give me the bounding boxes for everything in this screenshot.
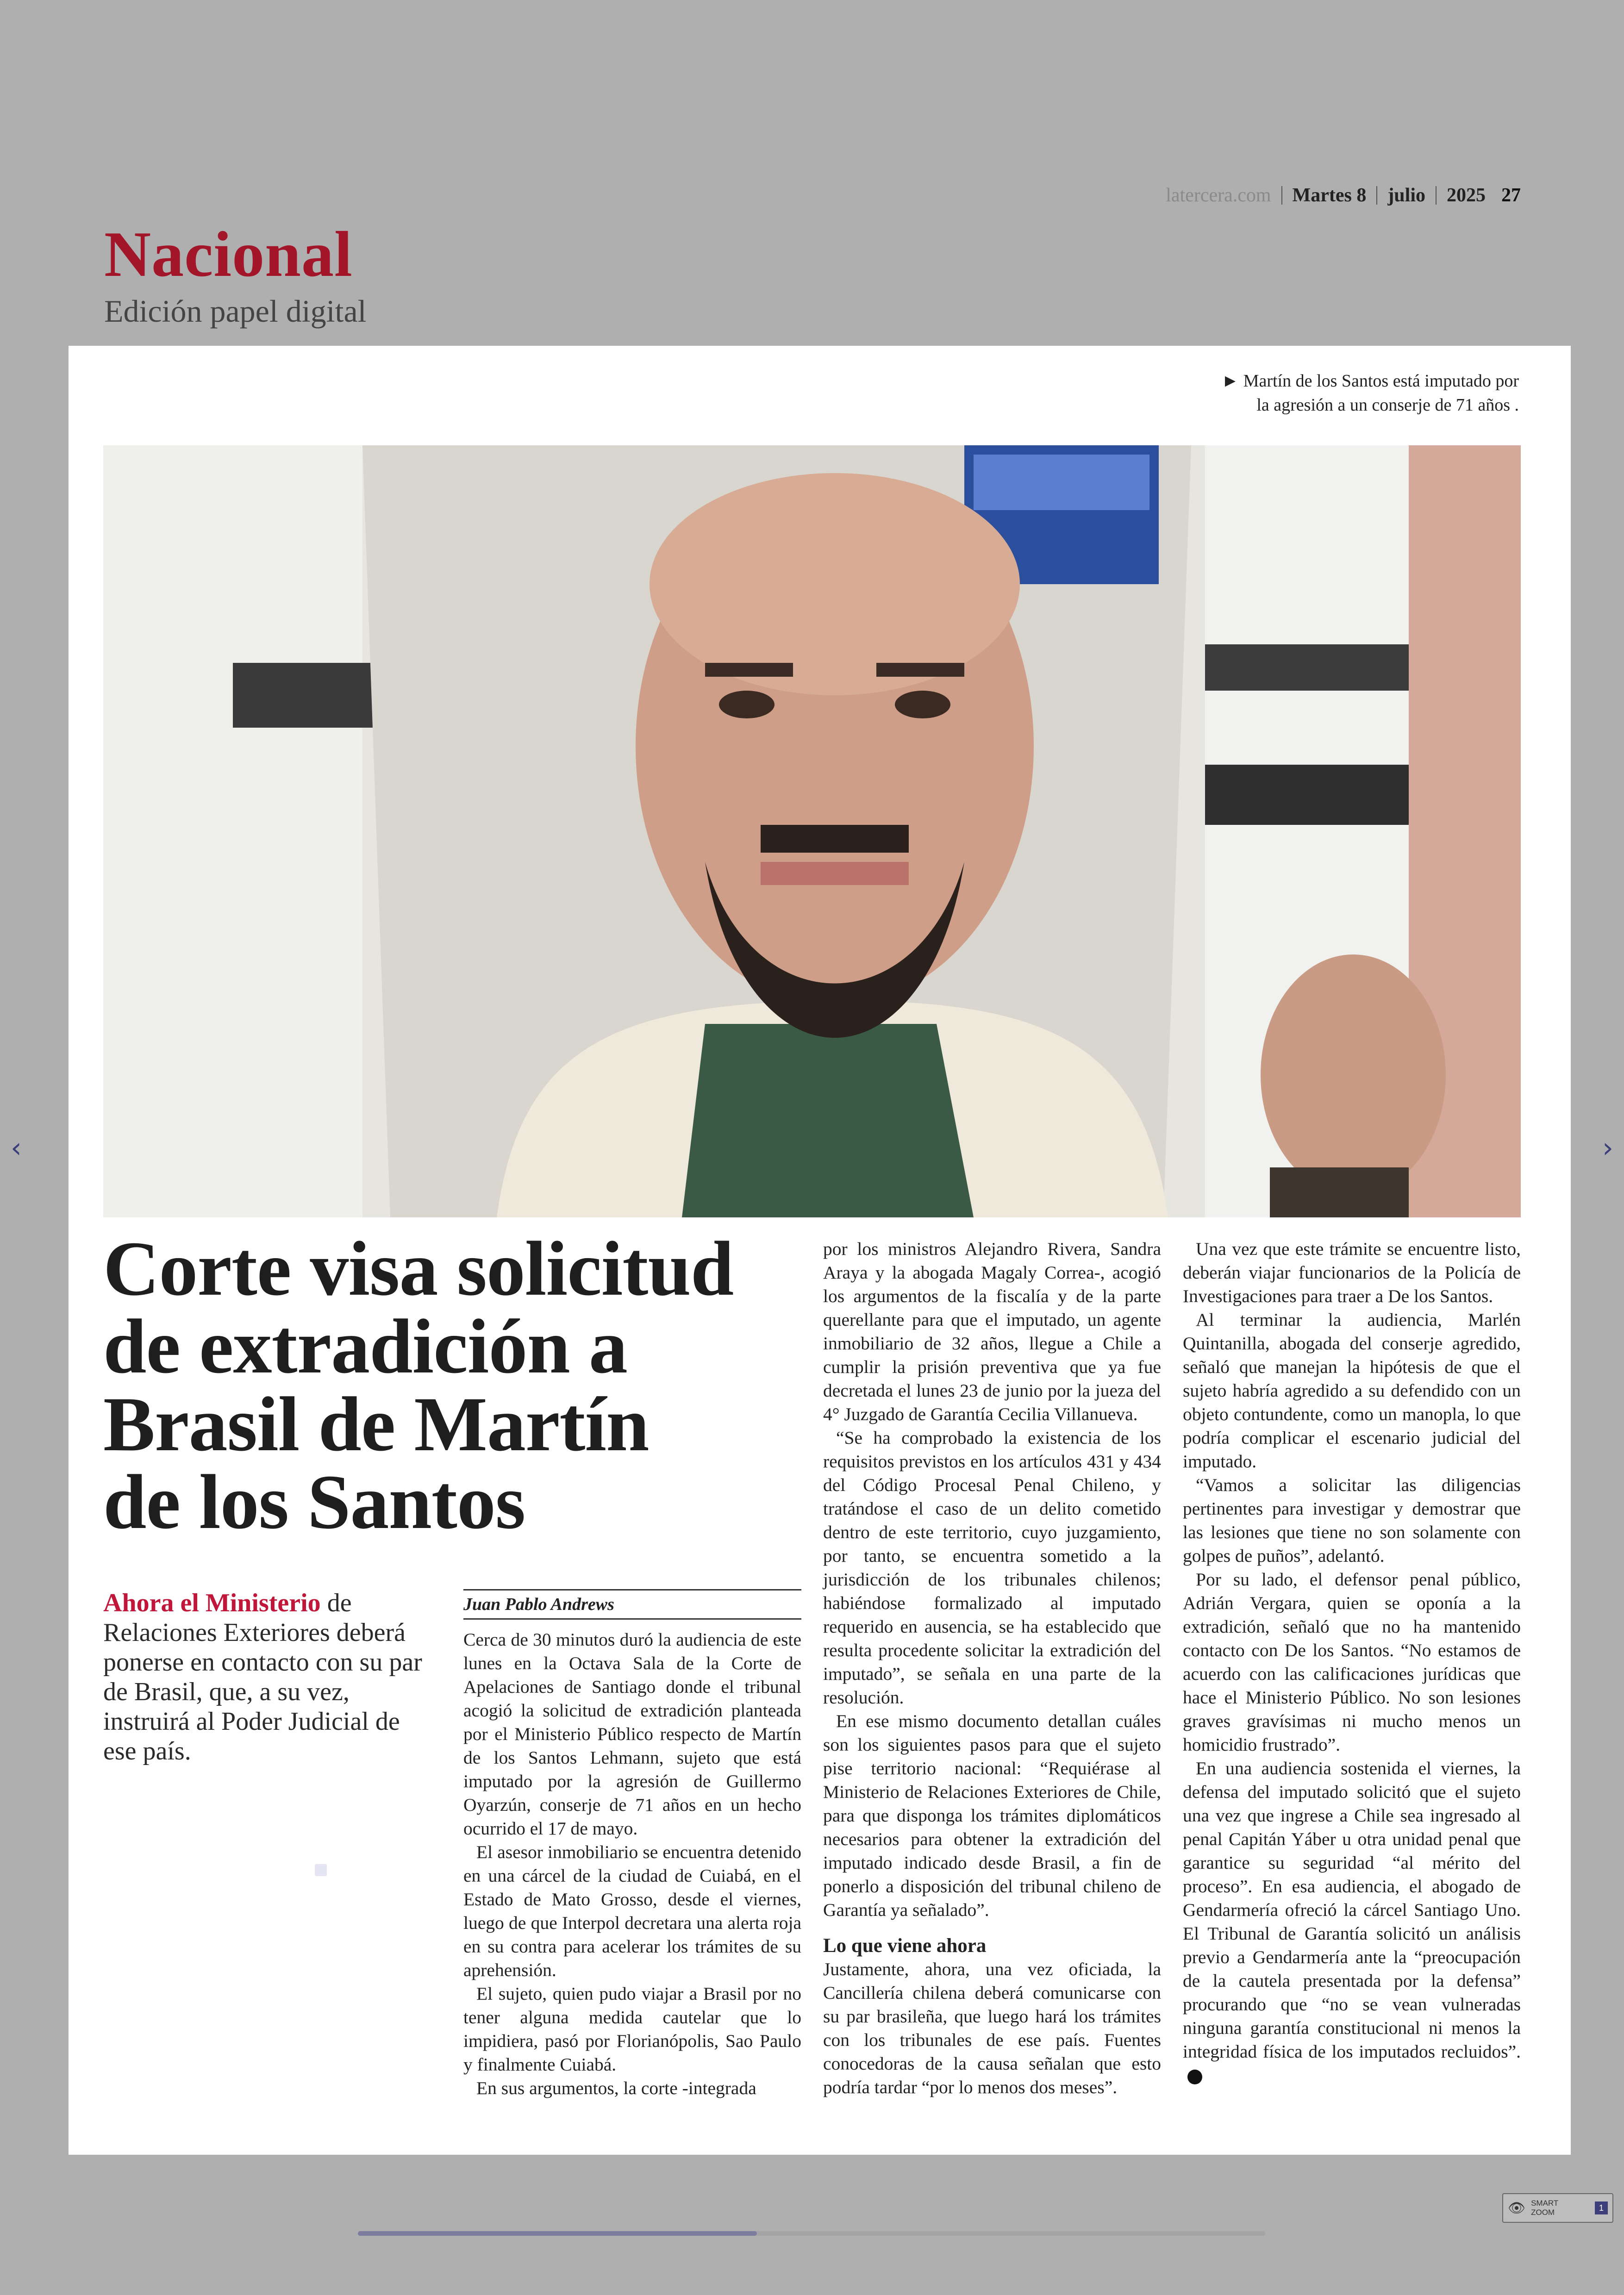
paragraph-text: En una audiencia sostenida el viernes, la defensa del imputado solicitó que el sujeto una vez que ingrese a Chile sea ingresado al penal Capitán Yáber u otra unidad penal que garantice su seguridad “al mérito del proceso”. En esa audiencia, el abogado de Gendarmería ofreció la cárcel Santiago Uno. El Tribunal de Garantía solicitó un análisis previo a Gendarmería ante la “preocupación de la cautela presentada por la defensa” procurando que “no se vean vulneradas ninguna garantía constitucional ni menos la integridad física de los imputados recluidos”. bbox=[1183, 1758, 1521, 2062]
paragraph: Cerca de 30 minutos duró la audiencia de este lunes en la Octava Sala de la Corte de Apelaciones de Santiago donde el tribunal acogió la solicitud de extradición planteada por el Ministerio Público respecto de Martín de los Santos Lehmann, sujeto que está imputado por la agresión de Guillermo Oyarzún, conserje de 71 años en un hecho ocurrido el 17 de mayo. bbox=[463, 1629, 801, 1839]
section-subtitle: Edición papel digital bbox=[104, 293, 367, 329]
weekday: Martes bbox=[1292, 185, 1352, 206]
paragraph: “Se ha comprobado la existencia de los requisitos previstos en los artículos 431 y 434 del Código Procesal Penal Chileno, y tratándose el caso de un delito cometido dentro de este territorio, cuyo juzgamiento, por tanto, se encuentra sometido a la jurisdicción de los tribunales chilenos; habiéndose formalizado al imputado requerido en ausencia, se ha establecido que resulta procedente solicitar la extradición del imputado”, se señala en una parte de la resolución. bbox=[823, 1428, 1161, 1708]
divider bbox=[1281, 186, 1282, 205]
paragraph: Justamente, ahora, una vez oficiada, la Cancillería chilena deberá comunicarse con su par brasileña, que luego hará los trámites con los tribunales de ese país. Fuentes conocedoras de la causa señalan que esto podría tardar “por lo menos dos meses”. bbox=[823, 1959, 1161, 2097]
article-column-2 bbox=[823, 1237, 1161, 2099]
page-header-info bbox=[1166, 184, 1521, 206]
paragraph: Una vez que este trámite se encuentre listo, deberán viajar funcionarios de la Policía de Investigaciones para traer a De los Santos. bbox=[1183, 1239, 1521, 1306]
page-marker-icon bbox=[315, 1864, 327, 1876]
year: 2025 bbox=[1447, 185, 1486, 206]
newspaper-page bbox=[69, 346, 1571, 2155]
lede-highlight: Ahora el Ministerio bbox=[103, 1589, 321, 1617]
progress-fill bbox=[358, 2231, 757, 2236]
article-photo bbox=[103, 445, 1521, 1217]
article-lede bbox=[103, 1588, 427, 1766]
headline-line: de extradición a bbox=[103, 1303, 627, 1390]
chevron-left-icon: ‹ bbox=[11, 1132, 22, 1164]
article-headline bbox=[103, 1226, 798, 1545]
headline-line: de los Santos bbox=[103, 1459, 525, 1545]
headline-line: Corte visa solicitud bbox=[103, 1226, 734, 1312]
section-title: Nacional bbox=[104, 218, 353, 290]
zoom-badge: 1 bbox=[1595, 2201, 1608, 2214]
lede-text: de Relaciones Exteriores deberá ponerse en contacto con su par de Brasil, que, a su vez, instruirá al Poder Judicial de ese país. bbox=[103, 1589, 422, 1765]
caption-line: ► Martín de los Santos está imputado por bbox=[1221, 371, 1519, 391]
month: julio bbox=[1387, 185, 1425, 206]
article-column-1 bbox=[463, 1589, 801, 2100]
eye-icon: 👁 bbox=[1508, 2200, 1526, 2216]
date-number: 8 bbox=[1356, 185, 1367, 206]
photo-caption bbox=[1222, 369, 1519, 417]
paragraph: “Vamos a solicitar las diligencias pertinentes para investigar y demostrar que las lesiones que tiene no son solamente con golpes de puños”, adelantó. bbox=[1183, 1475, 1521, 1566]
next-page-button[interactable] bbox=[1592, 1129, 1624, 1166]
prev-page-button[interactable] bbox=[0, 1129, 32, 1166]
divider bbox=[1376, 186, 1377, 205]
paragraph: El sujeto, quien pudo viajar a Brasil por no tener alguna medida cautelar que lo impidiera, pasó por Florianópolis, Sao Paulo y finalmente Cuiabá. bbox=[463, 1983, 801, 2075]
page-progress-bar[interactable] bbox=[358, 2231, 1265, 2236]
paragraph: Por su lado, el defensor penal público, Adrián Vergara, quien se oponía a la extradición, señaló que no ha mantenido contacto con De los Santos. “No estamos de acuerdo con las calificaciones jurídicas que hace el Ministerio Público. No son lesiones graves gravísimas ni mucho menos un homicidio frustrado”. bbox=[1183, 1569, 1521, 1755]
headline-line: Brasil de Martín bbox=[103, 1381, 649, 1467]
byline: Juan Pablo Andrews bbox=[463, 1589, 801, 1620]
paragraph: Al terminar la audiencia, Marlén Quintanilla, abogada del conserje agredido, señaló que manejan la hipótesis de que el sujeto habría agredido a su defendido con un objeto contundente, como un manopla, lo que podría complicar el escenario judicial del imputado. bbox=[1183, 1310, 1521, 1472]
caption-line: la agresión a un conserje de 71 años . bbox=[1256, 395, 1519, 415]
paragraph: En ese mismo documento detallan cuáles son los siguientes pasos para que el sujeto pise territorio nacional: “Requiérase al Ministerio de Relaciones Exteriores de Chile, para que disponga los trámites diplomáticos necesarios para obtener la extradición del imputado indicado desde Brasil, a fin de ponerlo a disposición del tribunal chileno de Garantía ya señalado”. bbox=[823, 1711, 1161, 1920]
paragraph: El asesor inmobiliario se encuentra detenido en una cárcel de la ciudad de Cuiabá, en el Estado de Mato Grosso, desde el viernes, luego de que Interpol decretara una alerta roja en su contra para acelerar los trámites de su aprehensión. bbox=[463, 1842, 801, 1980]
end-of-article-icon bbox=[1187, 2070, 1202, 2084]
portrait-photo-icon bbox=[103, 445, 1521, 1217]
site-name: latercera.com bbox=[1166, 185, 1271, 206]
paragraph bbox=[1183, 1757, 1521, 2087]
chevron-right-icon: › bbox=[1602, 1132, 1613, 1164]
smart-zoom-label: SMART ZOOM bbox=[1531, 2199, 1559, 2217]
page-number: 27 bbox=[1501, 185, 1521, 206]
divider bbox=[1436, 186, 1437, 205]
paragraph: En sus argumentos, la corte -integrada bbox=[476, 2078, 756, 2098]
smart-zoom-button[interactable] bbox=[1502, 2193, 1613, 2223]
paragraph: por los ministros Alejandro Rivera, Sandra Araya y la abogada Magaly Correa-, acogió los argumentos de la fiscalía y de la parte querellante para que el imputado, un agente inmobiliario de 32 años, llegue a Chile a cumplir la prisión preventiva que ya fue decretada el lunes 23 de junio por la jueza del 4° Juzgado de Garantía Cecilia Villanueva. bbox=[823, 1239, 1161, 1424]
article-column-3 bbox=[1183, 1237, 1521, 2087]
subheading: Lo que viene ahora bbox=[823, 1935, 987, 1957]
